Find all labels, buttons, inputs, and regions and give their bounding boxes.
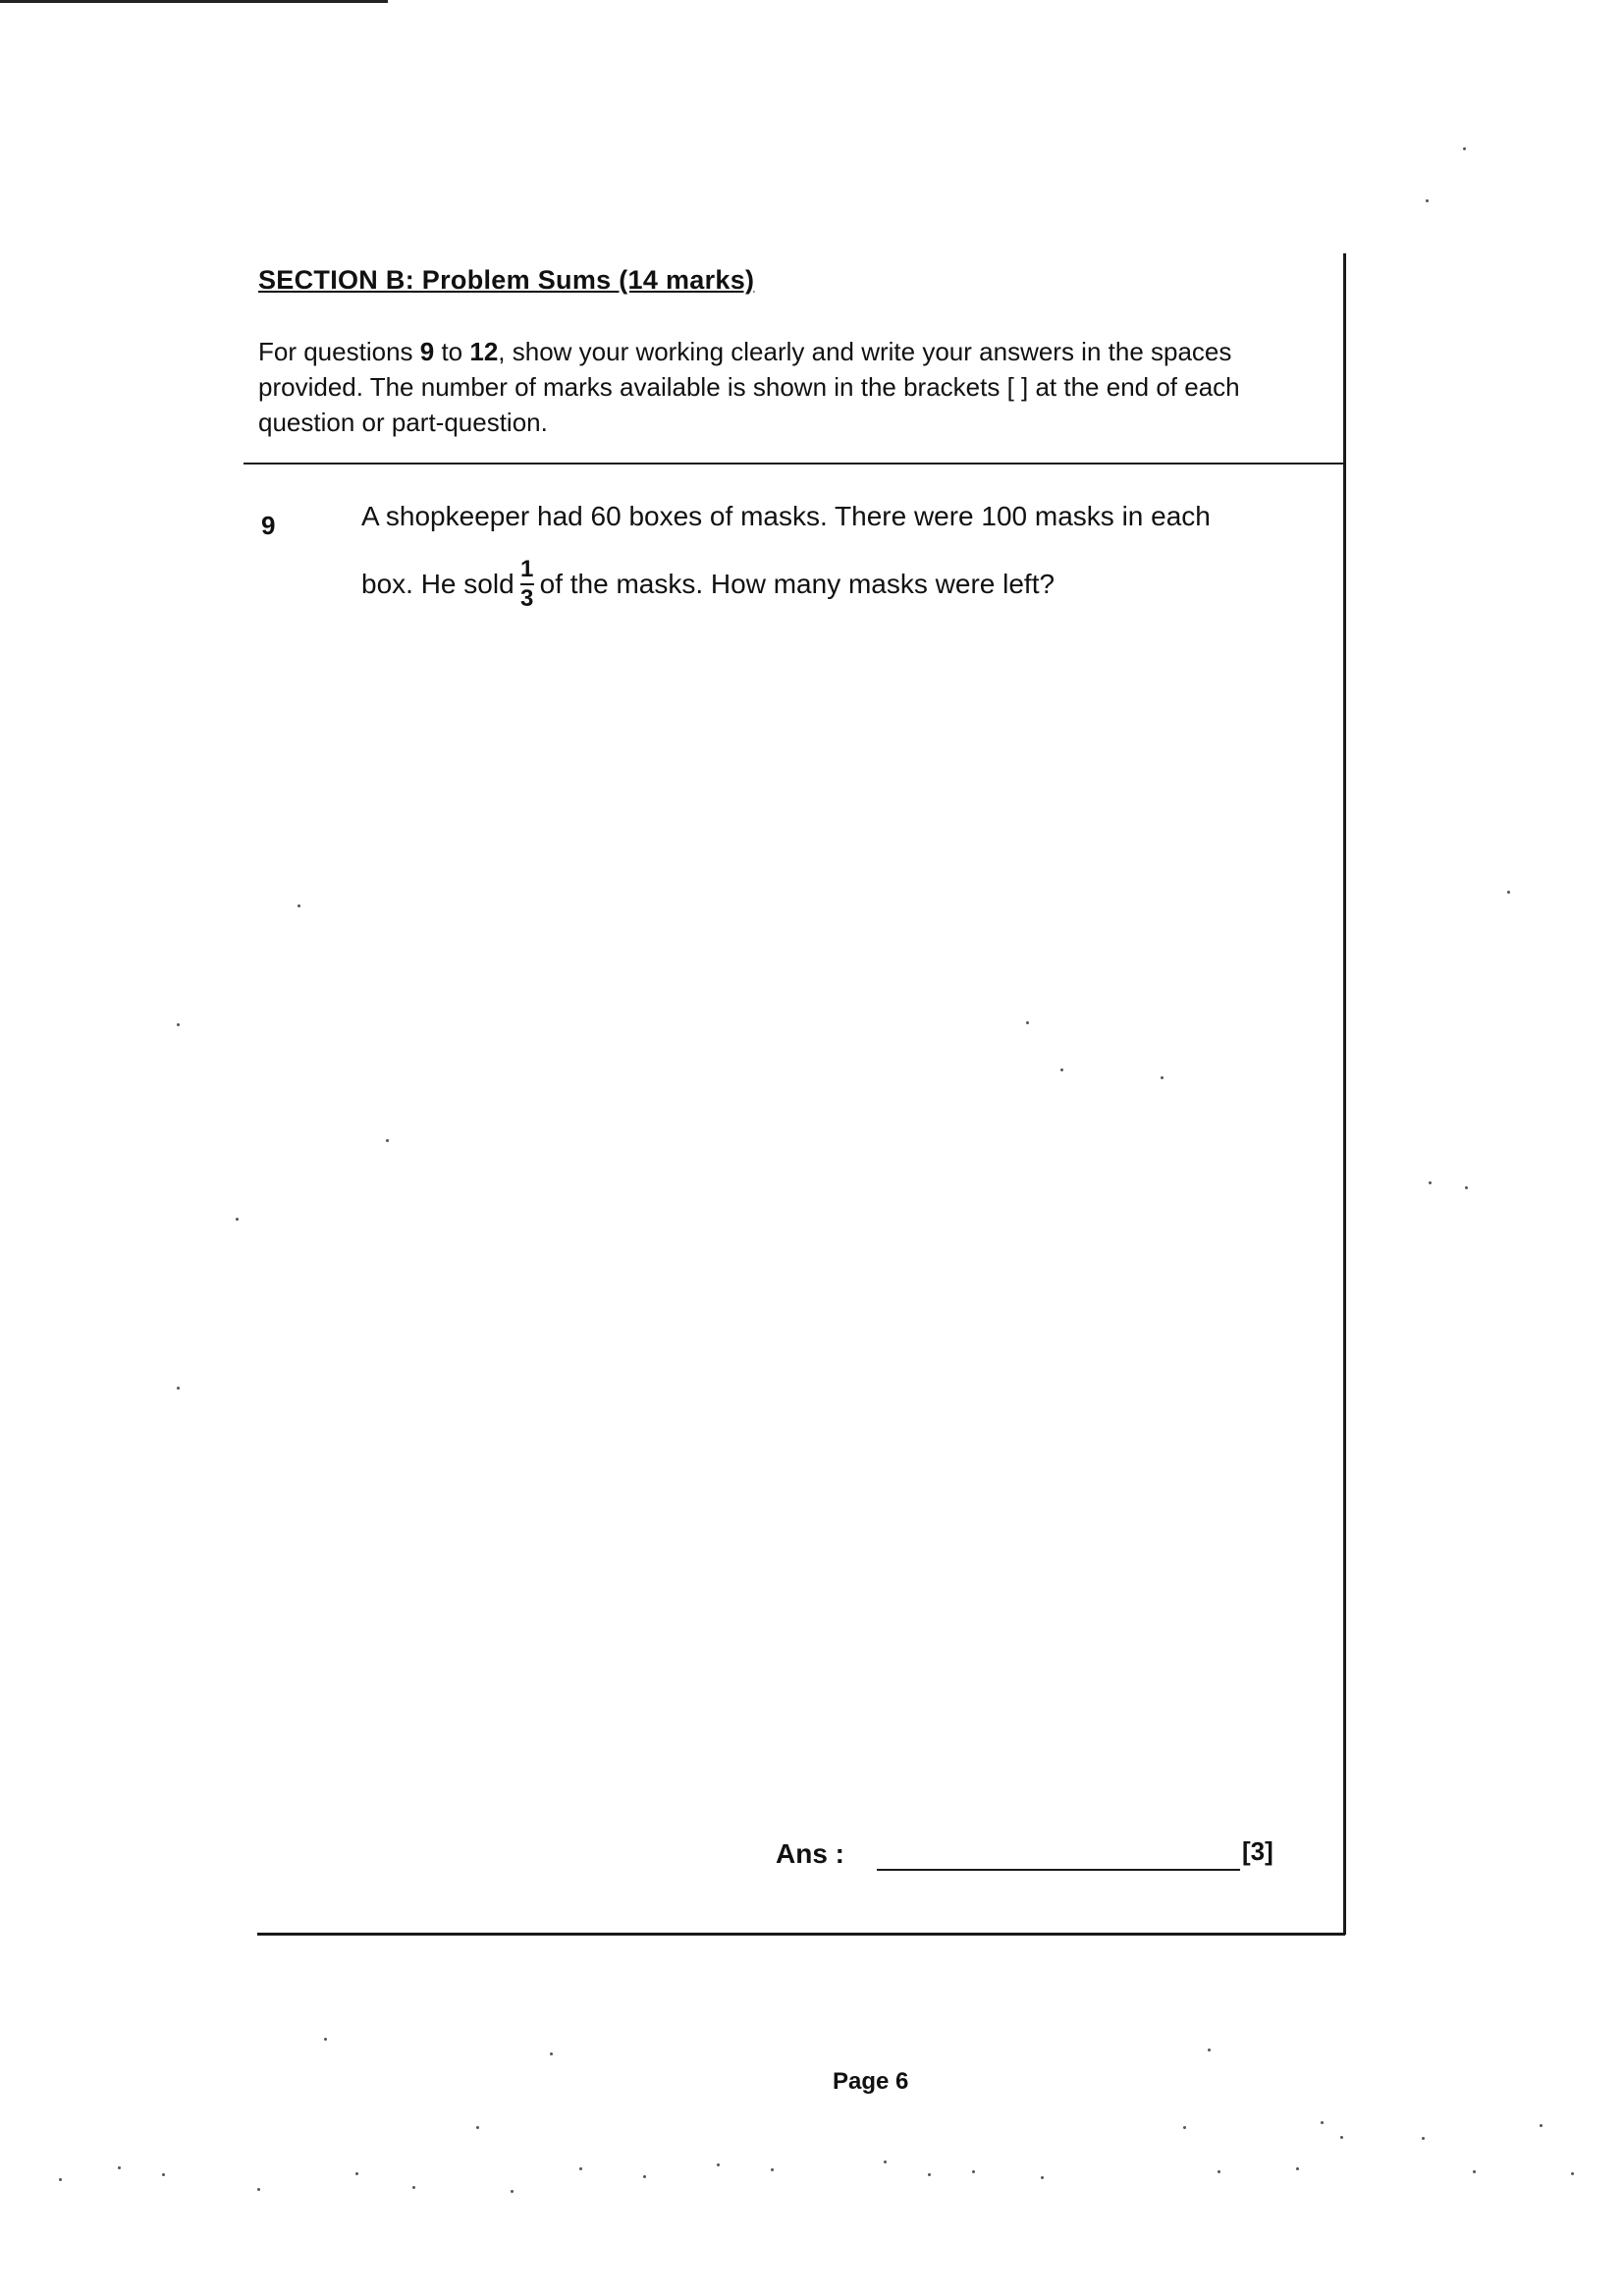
frame-right-border <box>1343 253 1346 1935</box>
scan-speck <box>298 904 300 907</box>
scan-speck <box>118 2166 121 2169</box>
scan-speck <box>1426 199 1429 202</box>
scan-speck <box>257 2188 260 2191</box>
scan-speck <box>177 1387 180 1390</box>
scan-speck <box>162 2173 165 2176</box>
instructions-question-from: 9 <box>419 337 435 366</box>
scan-speck <box>59 2178 62 2181</box>
question-text-before-fraction: box. He sold <box>361 569 514 599</box>
answer-blank-line[interactable] <box>877 1869 1240 1871</box>
marks-indicator: [3] <box>1242 1836 1273 1866</box>
scan-speck <box>236 1218 239 1221</box>
scan-speck <box>1161 1076 1164 1079</box>
scan-speck <box>177 1023 180 1026</box>
instructions-text-3: , show your working clearly and write your answers in the spaces provided. The number of marks available is shown in the brackets [ ] at the end of each question or part-question. <box>258 337 1240 437</box>
scan-speck <box>771 2168 774 2171</box>
scan-speck <box>1465 1186 1468 1189</box>
scan-speck <box>324 2038 327 2041</box>
scan-speck <box>717 2163 720 2166</box>
scan-speck <box>550 2052 553 2055</box>
scan-speck <box>1571 2172 1574 2175</box>
scan-speck <box>1507 891 1510 894</box>
scan-speck <box>511 2190 514 2193</box>
scan-speck <box>476 2126 479 2129</box>
answer-label: Ans : <box>776 1838 844 1869</box>
section-instructions <box>258 334 1319 440</box>
scan-speck <box>928 2173 931 2176</box>
scan-speck <box>1208 2049 1211 2051</box>
scan-speck <box>579 2167 582 2170</box>
instructions-question-to: 12 <box>469 337 499 366</box>
section-title: SECTION B: Problem Sums (14 marks) <box>258 265 755 295</box>
fraction-numerator: 1 <box>519 556 534 582</box>
question-number: 9 <box>261 511 276 540</box>
scan-speck <box>355 2172 358 2175</box>
scan-speck <box>1463 147 1466 150</box>
scan-speck <box>1340 2136 1343 2139</box>
question-bottom-rule <box>257 1933 1345 1936</box>
scan-speck <box>1321 2121 1324 2124</box>
scan-speck <box>1296 2167 1299 2170</box>
scan-speck <box>972 2170 975 2173</box>
scan-speck <box>1540 2124 1543 2127</box>
instructions-text-2: to <box>434 337 470 366</box>
fraction-one-third <box>520 558 534 611</box>
scan-speck <box>643 2175 646 2178</box>
scan-speck <box>386 1139 389 1142</box>
scan-speck <box>1422 2137 1425 2140</box>
scan-speck <box>1429 1181 1432 1184</box>
scan-speck <box>1060 1068 1063 1071</box>
scan-speck <box>1026 1021 1029 1024</box>
scan-speck <box>884 2160 887 2163</box>
question-text-line-1: A shopkeeper had 60 boxes of masks. There were 100 masks in each <box>361 501 1211 531</box>
fraction-denominator: 3 <box>519 585 534 612</box>
instructions-text-1: For questions <box>258 337 420 366</box>
top-edge-rule <box>0 0 388 3</box>
question-text-after-fraction: of the masks. How many masks were left? <box>539 569 1056 599</box>
scan-speck <box>1218 2170 1220 2173</box>
section-divider <box>244 463 1345 465</box>
scan-speck <box>1473 2170 1476 2173</box>
question-text-line-2 <box>361 558 1055 611</box>
scan-speck <box>1183 2126 1186 2129</box>
scan-speck <box>1041 2176 1044 2179</box>
page-number: Page 6 <box>833 2068 909 2095</box>
scan-speck <box>412 2186 415 2189</box>
